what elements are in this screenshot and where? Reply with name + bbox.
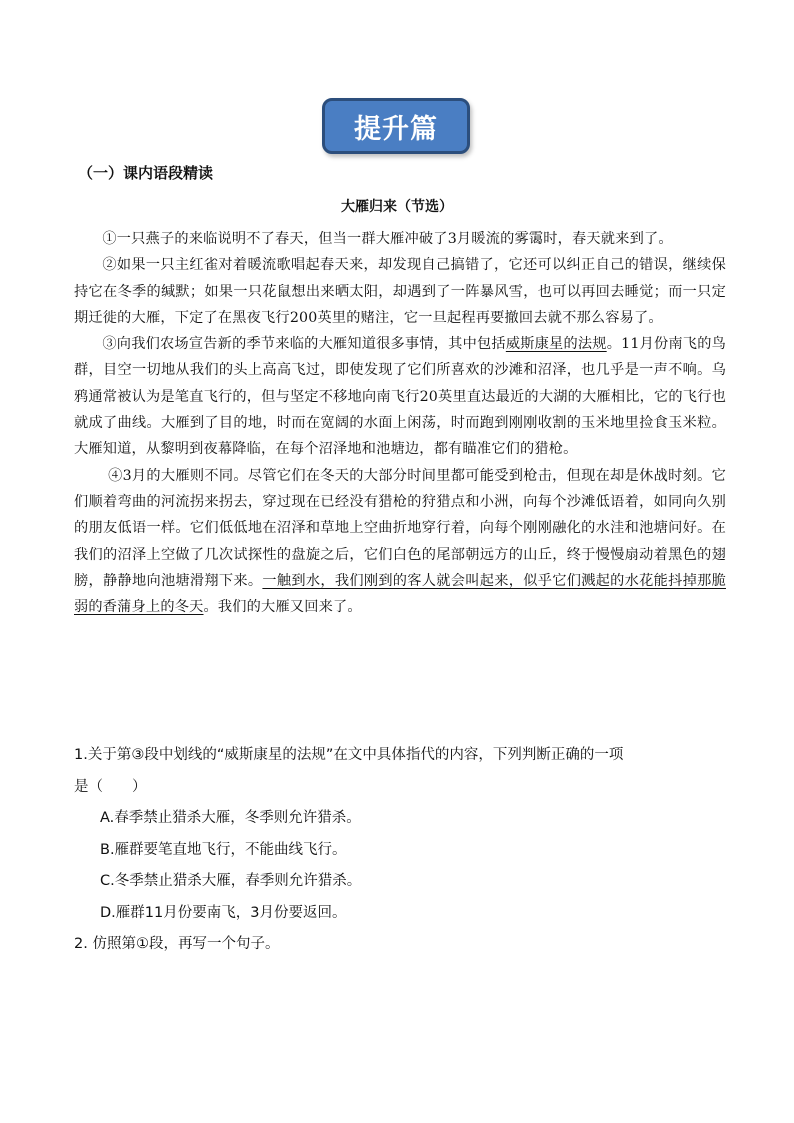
paragraph-3-text-a: ③向我们农场宣告新的季节来临的大雁知道很多事情，其中包括	[102, 336, 506, 353]
paragraph-4-underlined: 一触到水，我们刚到的客人就会叫起来，似乎它们溅起的水花能抖掉那脆弱的香蒲身上的冬天	[74, 572, 726, 616]
option-a: A.春季禁止猎杀大雁，冬季则允许猎杀。	[100, 810, 361, 826]
paragraph-3-text-b: 。11月份南飞的鸟群，目空一切地从我们的头上高高飞过，即使发现了它们所喜欢的沙滩和沼泽，也几乎是一声不响。乌鸦通常被认为是笔直飞行的，但与坚定不移地向南飞行20英里直达最近的大湖的大雁相比，它的飞行也就成了曲线。大雁到了目的地，时而在宽阔的水面上闲荡，时而跑到刚刚收割的玉米地里捡食玉米粒。大雁知道，从黎明到夜幕降临，在每个沼泽地和池塘边，都有瞄准它们的猎枪。	[74, 336, 726, 458]
banner-title: 提升篇	[354, 113, 438, 145]
paragraph-3	[74, 331, 726, 462]
passage	[74, 226, 726, 620]
option-c: C.冬季禁止猎杀大雁，春季则允许猎杀。	[100, 873, 362, 889]
paragraph-4-text-a: ④3月的大雁则不同。尽管它们在冬天的大部分时间里都可能受到枪击，但现在却是休战时刻。它们顺着弯曲的河流拐来拐去，穿过现在已经没有猎枪的狩猎点和小洲，向每个沙滩低语着，如同向久别的朋友低语一样。它们低低地在沼泽和草地上空曲折地穿行着，向每个刚刚融化的水洼和池塘问好。在我们的沼泽上空做了几次试探性的盘旋之后，它们白色的尾部朝远方的山丘，终于慢慢扇动着黑色的翅膀，静静地向池塘滑翔下来。	[74, 467, 726, 589]
section-heading: （一）课内语段精读	[78, 164, 214, 182]
section-banner	[322, 98, 470, 154]
option-d: D.雁群11月份要南飞，3月份要返回。	[100, 904, 347, 921]
question-1-answer-blank: 是（ ）	[74, 778, 147, 795]
question-1: 1.关于第③段中划线的“威斯康星的法规”在文中具体指代的内容，下列判断正确的一项	[74, 747, 624, 763]
paragraph-4-text-b: 。我们的大雁又回来了。	[203, 599, 362, 616]
questions	[74, 740, 734, 961]
paragraph-1: ①一只燕子的来临说明不了春天，但当一群大雁冲破了3月暖流的雾霭时，春天就来到了。	[102, 231, 673, 247]
paragraph-3-underlined: 威斯康星的法规	[505, 336, 607, 353]
option-b: B.雁群要笔直地飞行，不能曲线飞行。	[100, 841, 347, 858]
question-2: 2. 仿照第①段，再写一个句子。	[74, 936, 280, 952]
paragraph-2: ②如果一只主红雀对着暖流歌唱起春天来，却发现自己搞错了，它还可以纠正自己的错误，继续保持它在冬季的缄默；如果一只花鼠想出来晒太阳，却遇到了一阵暴风雪，也可以再回去睡觉；而一只定期迁徙的大雁，下定了在黑夜飞行200英里的赌注，它一旦起程再要撤回去就不那么容易了。	[74, 257, 726, 326]
passage-title: 大雁归来（节选）	[341, 199, 453, 215]
paragraph-4	[74, 463, 726, 621]
